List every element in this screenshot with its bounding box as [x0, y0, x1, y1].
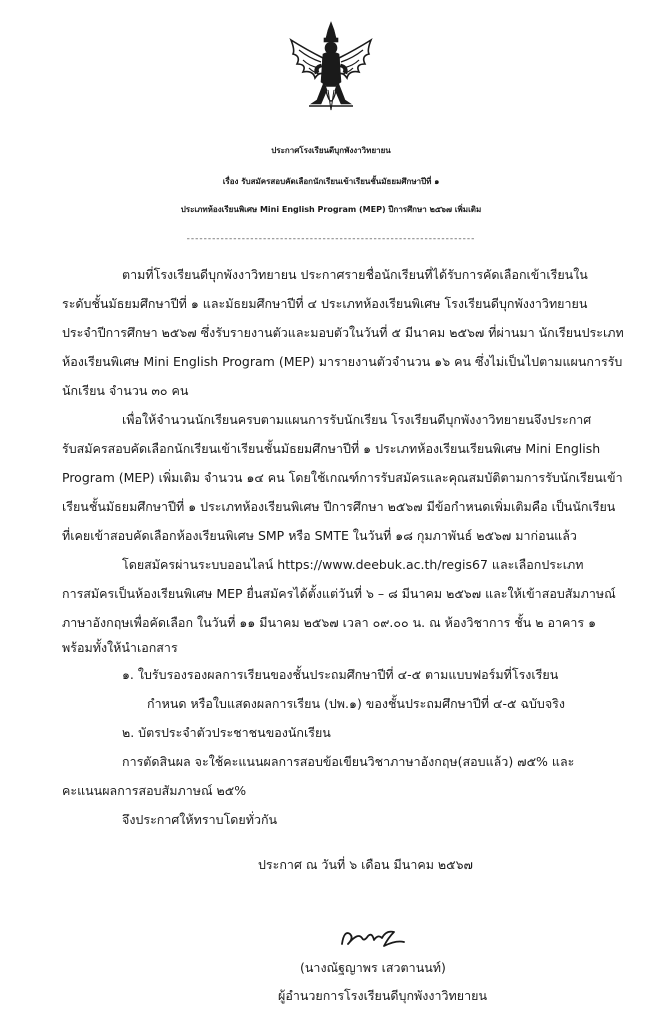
body-line: เพื่อให้จำนวนนักเรียนครบตามแผนการรับนักเรียน โรงเรียนดีบุกพังงาวิทยายนจึงประกาศ: [122, 412, 592, 427]
body-line: เรียนชั้นมัธยมศึกษาปีที่ ๑ ประเภทห้องเรียนพิเศษ ปีการศึกษา ๒๕๖๗ มีข้อกำหนดเพิ่มเติมคือ เป็นนักเรียน: [62, 499, 616, 514]
announcement-subject: เรื่อง รับสมัครสอบคัดเลือกนักเรียนเข้าเรียนชั้นมัธยมศึกษาปีที่ ๑: [222, 177, 440, 186]
document-list-item-cont: กำหนด หรือใบแสดงผลการเรียน (ปพ.๑) ของชั้นประถมศึกษาปีที่ ๔-๕ ฉบับจริง: [147, 696, 565, 711]
signature-icon: [338, 924, 408, 952]
announcement-title: ประกาศโรงเรียนดีบุกพังงาวิทยายน: [271, 146, 391, 155]
document-list-item: ๒. บัตรประจำตัวประชาชนของนักเรียน: [122, 725, 331, 740]
closing-line: จึงประกาศให้ทราบโดยทั่วกัน: [122, 812, 278, 827]
body-line: คะแนนผลการสอบสัมภาษณ์ ๒๕%: [62, 783, 247, 798]
document-list-item: ๑. ใบรับรองรองผลการเรียนของชั้นประถมศึกษาปีที่ ๔-๕ ตามแบบฟอร์มที่โรงเรียน: [122, 667, 559, 682]
announcement-date: ประกาศ ณ วันที่ ๖ เดือน มีนาคม ๒๕๖๗: [258, 857, 473, 872]
body-line: พร้อมทั้งให้นำเอกสาร: [62, 640, 178, 655]
registration-url-line: โดยสมัครผ่านระบบออนไลน์ https://www.deebuk.ac.th/regis67 และเลือกประเภท: [122, 557, 584, 572]
garuda-emblem-icon: [281, 20, 381, 120]
body-line: นักเรียน จำนวน ๓๐ คน: [62, 383, 189, 398]
body-line: ตามที่โรงเรียนดีบุกพังงาวิทยายน ประกาศรายชื่อนักเรียนที่ได้รับการคัดเลือกเข้าเรียนใน: [122, 267, 588, 282]
divider-line: --------------------------------------------------------------------: [186, 234, 476, 244]
body-line: ประจำปีการศึกษา ๒๕๖๗ ซึ่งรับรายงานตัวและมอบตัวในวันที่ ๕ มีนาคม ๒๕๖๗ ที่ผ่านมา นักเรียนประเภท: [62, 325, 624, 340]
body-line: Program (MEP) เพิ่มเติม จำนวน ๑๔ คน โดยใช้เกณฑ์การรับสมัครและคุณสมบัติตามการรับนักเรียนเข้า: [62, 470, 623, 485]
body-line: การตัดสินผล จะใช้คะแนนผลการสอบข้อเขียนวิชาภาษาอังกฤษ(สอบแล้ว) ๗๕% และ: [122, 754, 575, 769]
body-line: ห้องเรียนพิเศษ Mini English Program (MEP) มารายงานตัวจำนวน ๑๖ คน ซึ่งไม่เป็นไปตามแผนการรับ: [62, 354, 623, 369]
announcement-program: ประเภทห้องเรียนพิเศษ Mini English Program (MEP) ปีการศึกษา ๒๕๖๗ เพิ่มเติม: [180, 205, 482, 214]
body-line: ที่เคยเข้าสอบคัดเลือกห้องเรียนพิเศษ SMP หรือ SMTE ในวันที่ ๑๘ กุมภาพันธ์ ๒๕๖๗ มาก่อนแล้ว: [62, 528, 577, 543]
body-line: รับสมัครสอบคัดเลือกนักเรียนเข้าเรียนชั้นมัธยมศึกษาปีที่ ๑ ประเภทห้องเรียนเรียนพิเศษ Mini English: [62, 441, 601, 456]
body-line: ภาษาอังกฤษเพื่อคัดเลือก ในวันที่ ๑๑ มีนาคม ๒๕๖๗ เวลา ๐๙.๐๐ น. ณ ห้องวิชาการ ชั้น ๒ อาคาร ๑: [62, 615, 597, 630]
body-line: การสมัครเป็นห้องเรียนพิเศษ MEP ยื่นสมัครได้ตั้งแต่วันที่ ๖ – ๘ มีนาคม ๒๕๖๗ และให้เข้าสอบสัมภาษณ์: [62, 586, 616, 601]
body-line: ระดับชั้นมัธยมศึกษาปีที่ ๑ และมัธยมศึกษาปีที่ ๔ ประเภทห้องเรียนพิเศษ โรงเรียนดีบุกพังงาวิทยายน: [62, 296, 588, 311]
signer-position: ผู้อำนวยการโรงเรียนดีบุกพังงาวิทยายน: [278, 988, 487, 1003]
signer-name: (นางณัฐญาพร เสวตานนท์): [300, 960, 446, 975]
